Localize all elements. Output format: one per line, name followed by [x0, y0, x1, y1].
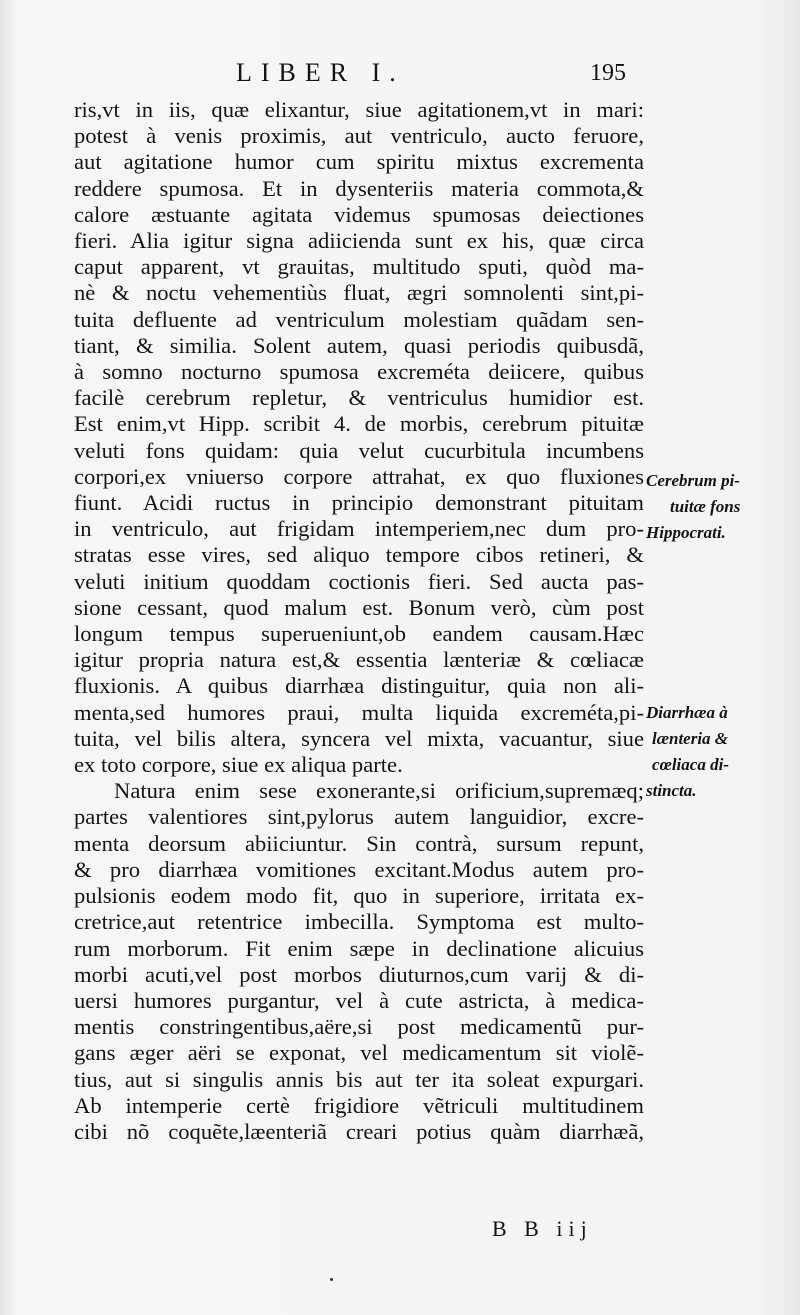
text-line: cretrice,aut retentrice imbecilla. Symptoma est multo-	[74, 909, 644, 935]
text-line: gans æger aëri se exponat, vel medicamentum sit violẽ-	[74, 1040, 644, 1066]
text-line: longum tempus superueniunt,ob eandem causam.Hæc	[74, 621, 644, 647]
text-line: veluti initium quoddam coctionis fieri. Sed aucta pas-	[74, 568, 644, 594]
text-line: fiunt. Acidi ructus in principio demonstrant pituitam	[74, 490, 644, 516]
text-line: pulsionis eodem modo fit, quo in superiore, irritata ex-	[74, 883, 644, 909]
text-line: fieri. Alia igitur signa adiicienda sunt ex his, quæ circa	[74, 228, 644, 254]
text-line: reddere spumosa. Et in dysenteriis materia commota,&	[74, 175, 644, 201]
text-line: igitur propria natura est,& essentia lænteriæ & cœliacæ	[74, 647, 644, 673]
text-line: tuita, vel bilis altera, syncera vel mixta, vacuantur, siue	[74, 725, 644, 751]
text-line: tiant, & similia. Solent autem, quasi periodis quibusdã,	[74, 332, 644, 358]
text-line: Ab intemperie certè frigidiore vẽtriculi multitudinem	[74, 1092, 644, 1118]
ink-speck	[330, 1278, 333, 1281]
text-line: facilè cerebrum repletur, & ventriculus humidior est.	[74, 385, 644, 411]
margin-note-diarrhaea	[646, 700, 729, 804]
text-line: veluti fons quidam: quia velut cucurbitula incumbens	[74, 437, 644, 463]
text-line: mentis constringentibus,aëre,si post medicamentũ pur-	[74, 1014, 644, 1040]
text-line: tuita defluente ad ventriculum molestiam quãdam sen-	[74, 306, 644, 332]
text-line: partes valentiores sint,pylorus autem languidior, excre-	[74, 804, 644, 830]
text-line: & pro diarrhæa vomitiones excitant.Modus autem pro-	[74, 856, 644, 882]
text-line: ris,vt in iis, quæ elixantur, siue agitationem,vt in mari:	[74, 97, 644, 122]
text-line: fluxionis. A quibus diarrhæa distinguitur, quia non ali-	[74, 673, 644, 699]
margin-note-line: lænteria &	[652, 729, 729, 748]
text-line: morbi acuti,vel post morbos diuturnos,cum varij & di-	[74, 961, 644, 987]
text-line: Est enim,vt Hipp. scribit 4. de morbis, cerebrum pituitæ	[74, 411, 644, 437]
page-number: 195	[590, 60, 626, 86]
running-title: LIBER I.	[236, 58, 405, 87]
margin-note-line: Hippocrati.	[646, 523, 726, 542]
margin-note-line: Diarrhæa à	[646, 703, 728, 722]
text-line: potest à venis proximis, aut ventriculo, aucto feruore,	[74, 123, 644, 149]
text-line: à somno nocturno spumosa excreméta deiicere, quibus	[74, 359, 644, 385]
margin-note-line: stincta.	[646, 781, 697, 800]
text-line: corpori,ex vniuerso corpore attrahat, ex quo fluxiones	[74, 463, 644, 489]
margin-note-cerebrum	[646, 468, 740, 546]
text-line: calore æstuante agitata videmus spumosas deiectiones	[74, 201, 644, 227]
signature-mark: B B iij	[492, 1216, 593, 1241]
text-line: cibi nõ coquẽte,læenteriã creari potius quàm diarrhæã,	[74, 1118, 644, 1144]
text-line: sione cessant, quod malum est. Bonum verò, cùm post	[74, 594, 644, 620]
main-text-block	[74, 97, 644, 1145]
text-line: ex toto corpore, siue ex aliqua parte.	[74, 752, 403, 778]
page-header	[0, 58, 800, 98]
text-line: menta,sed humores praui, multa liquida excreméta,pi-	[74, 699, 644, 725]
text-line: caput apparent, vt grauitas, multitudo sputi, quòd ma-	[74, 254, 644, 280]
text-line: uersi humores purgantur, vel à cute astricta, à medica-	[74, 987, 644, 1013]
text-line: tius, aut si singulis annis bis aut ter ita soleat expurgari.	[74, 1066, 644, 1092]
text-line: nè & noctu vehementiùs fluat, ægri somnolenti sint,pi-	[74, 280, 644, 306]
margin-note-line: Cerebrum pi-	[646, 471, 740, 490]
margin-note-line: cœliaca di-	[652, 755, 729, 774]
text-line: rum morborum. Fit enim sæpe in declinatione alicuius	[74, 935, 644, 961]
text-line: aut agitatione humor cum spiritu mixtus excrementa	[74, 149, 644, 175]
text-line: menta deorsum abiiciuntur. Sin contrà, sursum repunt,	[74, 830, 644, 856]
text-line: in ventriculo, aut frigidam intemperiem,nec dum pro-	[74, 516, 644, 542]
text-line: stratas esse vires, sed aliquo tempore cibos retineri, &	[74, 542, 644, 568]
text-line: Natura enim sese exonerante,si orificium,supremæq;	[114, 778, 644, 804]
margin-note-line: tuitæ fons	[670, 497, 741, 516]
